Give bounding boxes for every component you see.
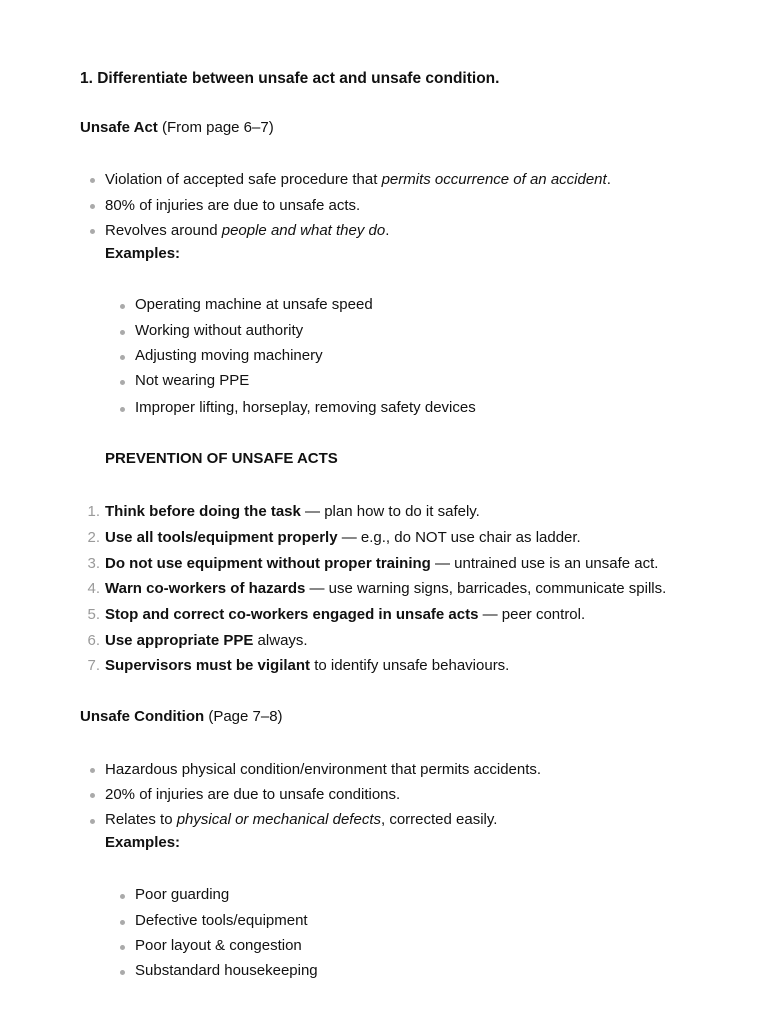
unsafe-condition-examples-label: Examples: [105, 834, 181, 851]
unsafe-condition-point-2: 20% of injuries are due to unsafe conditions. [105, 786, 401, 803]
bullet-dot [90, 204, 95, 209]
unsafe-condition-point-3: Relates to physical or mechanical defects, corrected easily. [105, 811, 498, 828]
list-number: 5. [87, 606, 100, 623]
prevention-item-7: Supervisors must be vigilant to identify unsafe behaviours. [105, 657, 510, 674]
bullet-dot [90, 229, 95, 234]
unsafe-act-example: Working without authority [135, 322, 304, 339]
unsafe-act-point-3: Revolves around people and what they do. [105, 222, 390, 239]
bullet-dot [90, 178, 95, 183]
bullet-dot [120, 894, 125, 899]
prevention-item-5: Stop and correct co-workers engaged in unsafe acts — peer control. [105, 606, 586, 623]
list-number: 1. [87, 503, 100, 520]
bullet-dot [90, 793, 95, 798]
list-number: 4. [87, 580, 100, 597]
list-number: 2. [87, 529, 100, 546]
unsafe-act-title-text: Unsafe Act [80, 119, 158, 136]
unsafe-condition-title [80, 708, 283, 725]
bullet-dot [120, 407, 125, 412]
unsafe-act-point-2: 80% of injuries are due to unsafe acts. [105, 197, 361, 214]
unsafe-condition-ref: (Page 7–8) [204, 708, 283, 725]
unsafe-act-example: Improper lifting, horseplay, removing safety devices [135, 399, 476, 416]
list-number: 3. [87, 555, 100, 572]
bullet-dot [90, 768, 95, 773]
unsafe-condition-example: Poor guarding [135, 886, 230, 903]
unsafe-condition-example: Defective tools/equipment [135, 912, 308, 929]
unsafe-act-example: Operating machine at unsafe speed [135, 296, 373, 313]
unsafe-act-examples-label: Examples: [105, 245, 181, 262]
prevention-item-2: Use all tools/equipment properly — e.g., do NOT use chair as ladder. [105, 529, 581, 546]
list-number: 7. [87, 657, 100, 674]
unsafe-condition-example: Poor layout & congestion [135, 937, 302, 954]
unsafe-condition-example: Substandard housekeeping [135, 962, 318, 979]
bullet-dot [120, 355, 125, 360]
list-number: 6. [87, 632, 100, 649]
prevention-item-6: Use appropriate PPE always. [105, 632, 308, 649]
unsafe-act-point-1: Violation of accepted safe procedure that permits occurrence of an accident. [105, 171, 611, 188]
unsafe-act-ref: (From page 6–7) [157, 119, 274, 136]
prevention-heading: PREVENTION OF UNSAFE ACTS [105, 450, 338, 467]
unsafe-condition-title-text: Unsafe Condition [80, 708, 205, 725]
unsafe-act-title [80, 119, 274, 136]
prevention-item-3: Do not use equipment without proper training — untrained use is an unsafe act. [105, 555, 659, 572]
prevention-item-1: Think before doing the task — plan how to do it safely. [105, 503, 480, 520]
bullet-dot [120, 945, 125, 950]
unsafe-act-example: Not wearing PPE [135, 372, 250, 389]
unsafe-act-example: Adjusting moving machinery [135, 347, 323, 364]
prevention-item-4: Warn co-workers of hazards — use warning signs, barricades, communicate spills. [105, 580, 667, 597]
bullet-dot [120, 304, 125, 309]
bullet-dot [120, 970, 125, 975]
bullet-dot [120, 380, 125, 385]
question-heading: 1. Differentiate between unsafe act and unsafe condition. [80, 70, 500, 87]
bullet-dot [120, 920, 125, 925]
unsafe-condition-point-1: Hazardous physical condition/environment that permits accidents. [105, 761, 542, 778]
bullet-dot [90, 819, 95, 824]
bullet-dot [120, 330, 125, 335]
